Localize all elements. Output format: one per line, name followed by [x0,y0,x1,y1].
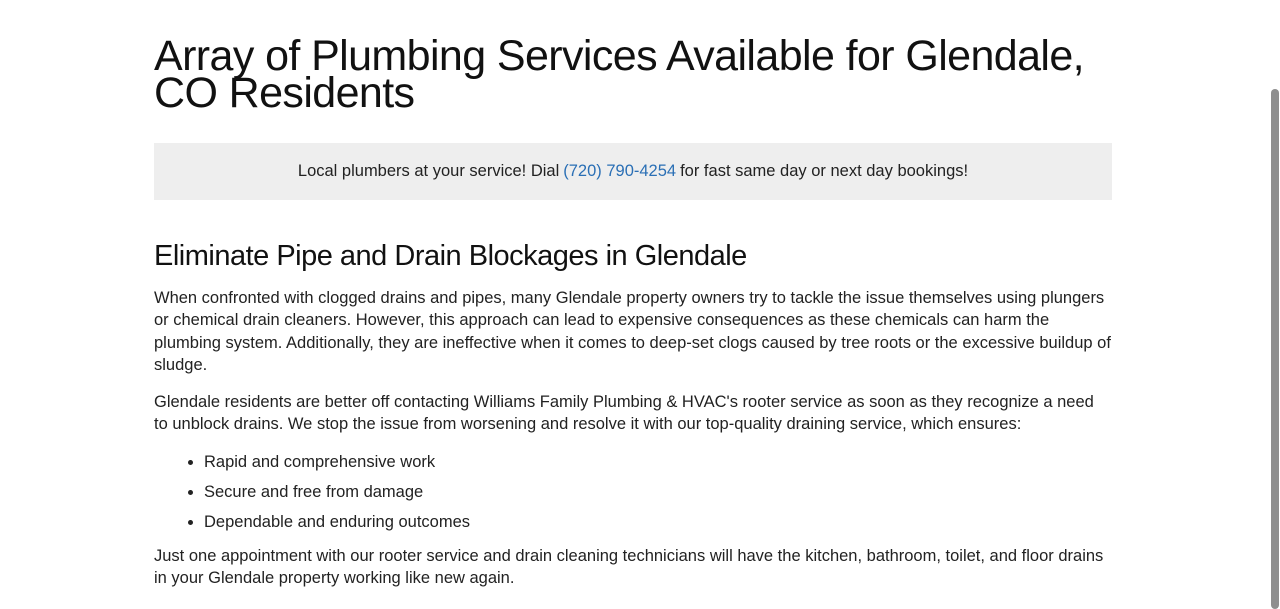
list-item: • Dependable and enduring outcomes [204,511,1112,533]
callout-text-after: for fast same day or next day bookings! [680,162,969,180]
scrollbar[interactable] [1268,0,1280,609]
phone-link[interactable]: (720) 790-4254 [563,162,677,180]
section-title: Eliminate Pipe and Drain Blockages in Glendale [154,240,747,272]
main-content [154,32,1112,589]
list-item: • Rapid and comprehensive work [204,451,1112,473]
paragraph-intro: When confronted with clogged drains and pipes, many Glendale property owners try to tackle the issue themselves using plungers or chemical drain cleaners. However, this approach can lead to expensive consequences as these chemicals can harm the plumbing system. Additionally, they are ineffective when it comes to deep-set clogs caused by tree roots or the excessive buildup of sludge. [154,289,1111,374]
callout-text-before: Local plumbers at your service! Dial [297,162,560,180]
paragraph-service: Glendale residents are better off contacting Williams Family Plumbing & HVAC's rooter service as soon as they recognize a need to unblock drains. We stop the issue from worsening and resolve it with our top-quality draining service, which ensures: [154,393,1094,434]
paragraph-closing: Just one appointment with our rooter service and drain cleaning technicians will have the kitchen, bathroom, toilet, and floor drains in your Glendale property working like new again. [154,546,1104,588]
list-item: • Secure and free from damage [204,481,1112,503]
scrollbar-thumb[interactable] [1271,89,1279,609]
page-title: Array of Plumbing Services Available for Glendale, CO Residents [154,32,1085,117]
call-to-action-banner [154,143,1112,200]
benefits-list [154,451,1112,533]
